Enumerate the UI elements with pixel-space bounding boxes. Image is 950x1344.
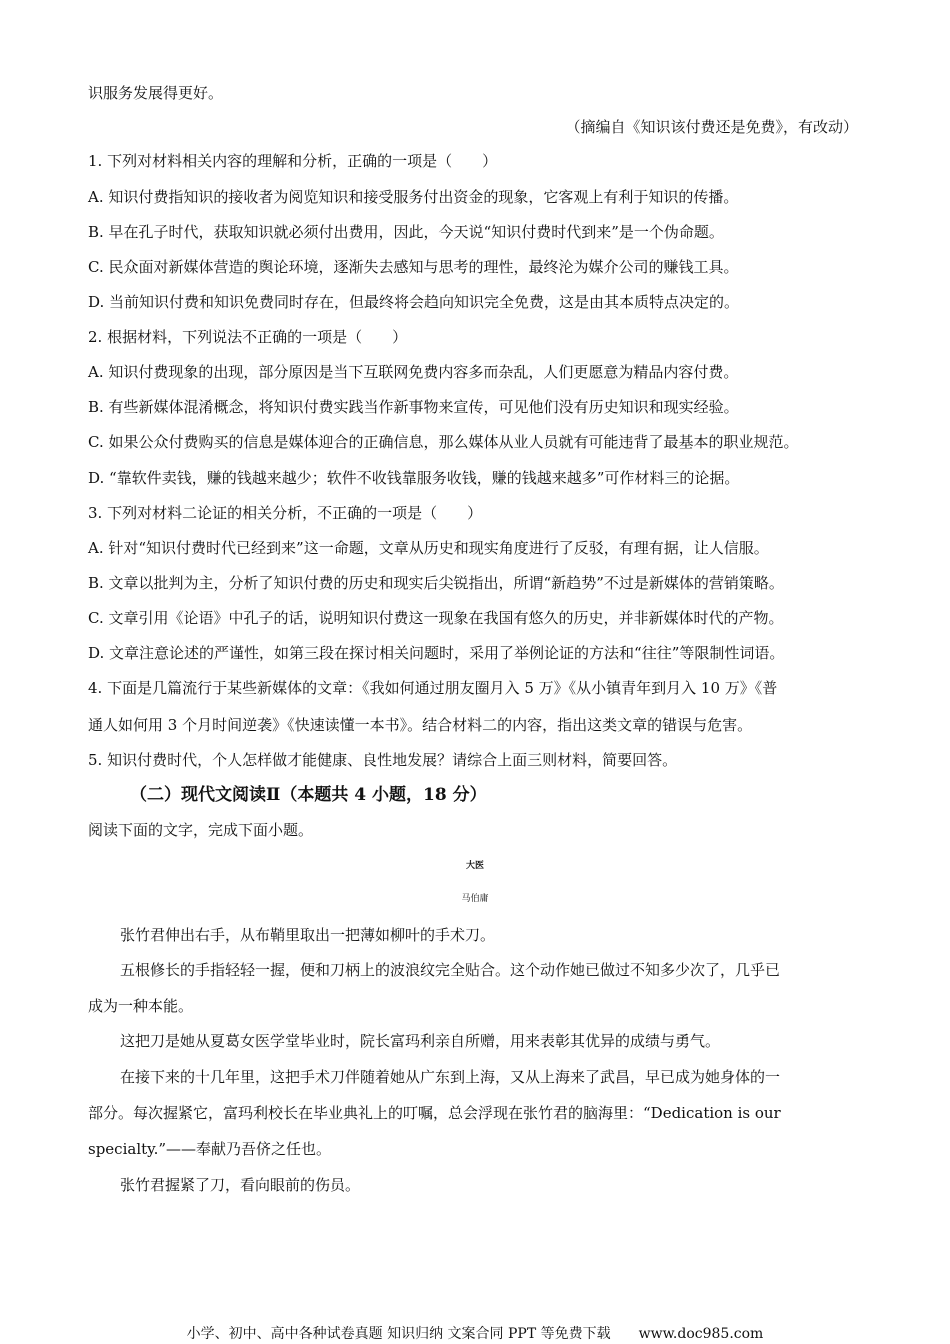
reading-instruction: 阅读下面的文字，完成下面小题。 <box>88 821 314 839</box>
question-3-option-a: A. 针对“知识付费时代已经到来”这一命题，文章从历史和现实角度进行了反驳，有理有据，让人信服。 <box>88 539 769 557</box>
section-heading: （二）现代文阅读Ⅱ（本题共 4 小题，18 分） <box>130 785 487 805</box>
question-5: 5. 知识付费时代，个人怎样做才能健康、良性地发展？请综合上面三则材料，简要回答。 <box>88 751 678 769</box>
story-paragraph: 这把刀是她从夏葛女医学堂毕业时，院长富玛利亲自所赠，用来表彰其优异的成绩与勇气。 <box>120 1032 721 1050</box>
source-note: （摘编自《知识该付费还是免费》，有改动） <box>565 118 858 136</box>
page-footer: 小学、初中、高中各种试卷真题 知识归纳 文案合同 PPT 等免费下载 www.doc985.com <box>186 1326 764 1342</box>
question-1-option-b: B. 早在孔子时代，获取知识就必须付出费用，因此，今天说“知识付费时代到来”是一个伪命题。 <box>88 223 724 241</box>
story-title: 大医 <box>465 861 484 871</box>
question-1-option-d: D. 当前知识付费和知识免费同时存在，但最终将会趋向知识完全免费，这是由其本质特点决定的。 <box>88 293 740 311</box>
story-author: 马伯庸 <box>461 894 489 904</box>
story-paragraph-continuation: specialty.”——奉献乃吾侪之任也。 <box>88 1140 332 1158</box>
question-2-option-a: A. 知识付费现象的出现，部分原因是当下互联网免费内容多而杂乱，人们更愿意为精品内容付费。 <box>88 363 739 381</box>
question-3-option-c: C. 文章引用《论语》中孔子的话，说明知识付费这一现象在我国有悠久的历史，并非新媒体时代的产物。 <box>88 609 784 627</box>
continuation-line: 识服务发展得更好。 <box>88 84 224 102</box>
question-2-option-d: D. “靠软件卖钱，赚的钱越来越少；软件不收钱靠服务收钱，赚的钱越来越多”可作材料三的论据。 <box>88 469 740 487</box>
story-paragraph: 张竹君握紧了刀，看向眼前的伤员。 <box>120 1176 361 1194</box>
question-3-option-b: B. 文章以批判为主，分析了知识付费的历史和现实后尖锐指出，所谓“新趋势”不过是新媒体的营销策略。 <box>88 574 784 592</box>
question-2-stem: 2. 根据材料，下列说法不正确的一项是（ ） <box>88 328 408 346</box>
question-1-option-c: C. 民众面对新媒体营造的舆论环境，逐渐失去感知与思考的理性，最终沦为媒介公司的赚钱工具。 <box>88 258 739 276</box>
question-4-line-1: 4. 下面是几篇流行于某些新媒体的文章：《我如何通过朋友圈月入 5 万》《从小镇青年到月入 10 万》《普 <box>88 679 778 697</box>
question-1-option-a: A. 知识付费指知识的接收者为阅览知识和接受服务付出资金的现象，它客观上有利于知识的传播。 <box>88 188 739 206</box>
story-paragraph: 张竹君伸出右手，从布鞘里取出一把薄如柳叶的手术刀。 <box>120 926 496 944</box>
question-2-option-b: B. 有些新媒体混淆概念，将知识付费实践当作新事物来宣传，可见他们没有历史知识和现实经验。 <box>88 398 739 416</box>
story-paragraph: 在接下来的十几年里，这把手术刀伴随着她从广东到上海，又从上海来了武昌，早已成为她身体的一 <box>120 1068 781 1086</box>
question-4-line-2: 通人如何用 3 个月时间逆袭》《快速读懂一本书》。结合材料二的内容，指出这类文章的错误与危害。 <box>88 716 753 734</box>
question-3-stem: 3. 下列对材料二论证的相关分析，不正确的一项是（ ） <box>88 504 483 522</box>
question-2-option-c: C. 如果公众付费购买的信息是媒体迎合的正确信息，那么媒体从业人员就有可能违背了最基本的职业规范。 <box>88 433 799 451</box>
question-1-stem: 1. 下列对材料相关内容的理解和分析，正确的一项是（ ） <box>88 152 498 170</box>
story-paragraph: 五根修长的手指轻轻一握，便和刀柄上的波浪纹完全贴合。这个动作她已做过不知多少次了，几乎已 <box>120 961 781 979</box>
story-paragraph-continuation: 成为一种本能。 <box>88 997 194 1015</box>
question-3-option-d: D. 文章注意论述的严谨性，如第三段在探讨相关问题时，采用了举例论证的方法和“往往”等限制性词语。 <box>88 644 785 662</box>
story-paragraph-continuation: 部分。每次握紧它，富玛利校长在毕业典礼上的叮嘱，总会浮现在张竹君的脑海里：“Dedication is our <box>88 1104 781 1122</box>
